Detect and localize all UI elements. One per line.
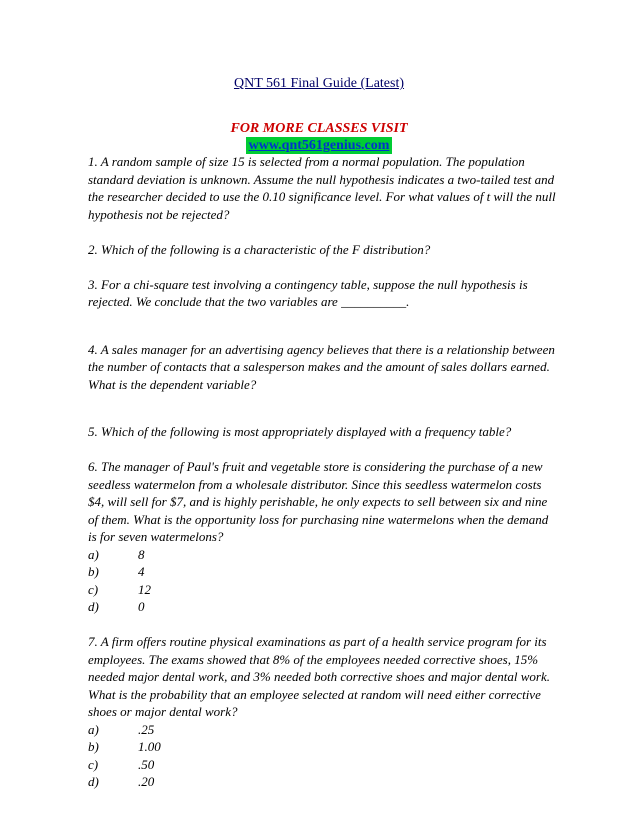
question-1: 1. A random sample of size 15 is selected from a normal population. The population standard deviation is unknown. Assume the null hypothesis indicates a two-tailed test and the researcher decided to use the 0.10 significance level. For what values of t will the null hypothesis not be rejected? xyxy=(88,154,556,222)
option-letter: c) xyxy=(88,756,99,772)
questions-body xyxy=(88,153,558,791)
option-row xyxy=(88,581,558,599)
question-3: 3. For a chi-square test involving a contingency table, suppose the null hypothesis is rejected. We conclude that the two variables are __________. xyxy=(88,276,528,309)
option-letter: c) xyxy=(88,581,99,597)
option-row xyxy=(88,721,558,739)
option-value: .20 xyxy=(138,774,155,789)
option-letter: b) xyxy=(88,739,99,754)
document-title xyxy=(0,76,638,92)
option-row xyxy=(88,563,558,581)
option-letter: b) xyxy=(88,564,99,579)
option-row xyxy=(88,738,558,756)
question-7-options xyxy=(88,721,558,791)
option-value: .25 xyxy=(138,721,155,737)
promo-link[interactable]: www.qnt561genius.com xyxy=(246,137,393,154)
question-6: 6. The manager of Paul's fruit and vegetable store is considering the purchase of a new seedless watermelon from a wholesale distributor. Since this seedless watermelon costs $4, will sell for $7, and is highly perishable, he only expects to sell between six and nine of them. What is the opportunity loss for purchasing nine watermelons when the demand is for seven watermelons? xyxy=(88,459,549,544)
option-row xyxy=(88,756,558,774)
option-value: 12 xyxy=(138,581,151,597)
option-letter: d) xyxy=(88,599,99,614)
option-row xyxy=(88,773,558,791)
option-letter: a) xyxy=(88,546,99,562)
question-6-options xyxy=(88,546,558,616)
question-5: 5. Which of the following is most appropriately displayed with a frequency table? xyxy=(88,424,512,439)
option-letter: d) xyxy=(88,774,99,789)
option-value: .50 xyxy=(138,756,155,772)
title-link[interactable]: QNT 561 Final Guide (Latest) xyxy=(233,76,405,91)
promo-heading: FOR MORE CLASSES VISIT xyxy=(230,121,408,136)
option-value: 1.00 xyxy=(138,739,161,754)
option-row xyxy=(88,546,558,564)
question-7: 7. A firm offers routine physical examinations as part of a health service program for its employees. The exams showed that 8% of the employees needed corrective shoes, 15% needed major dental work, and 3% needed both corrective shoes and major dental work. What is the probability that an employee selected at random will need either corrective shoes or major dental work? xyxy=(88,634,551,719)
option-value: 8 xyxy=(138,546,145,562)
question-4: 4. A sales manager for an advertising agency believes that there is a relationship between the number of contacts that a salesperson makes and the amount of sales dollars earned. What is the dependent variable? xyxy=(88,341,555,392)
promo-block xyxy=(0,120,638,154)
question-2: 2. Which of the following is a characteristic of the F distribution? xyxy=(88,241,431,257)
option-value: 0 xyxy=(138,599,145,614)
option-row xyxy=(88,598,558,616)
option-letter: a) xyxy=(88,721,99,737)
option-value: 4 xyxy=(138,564,145,579)
